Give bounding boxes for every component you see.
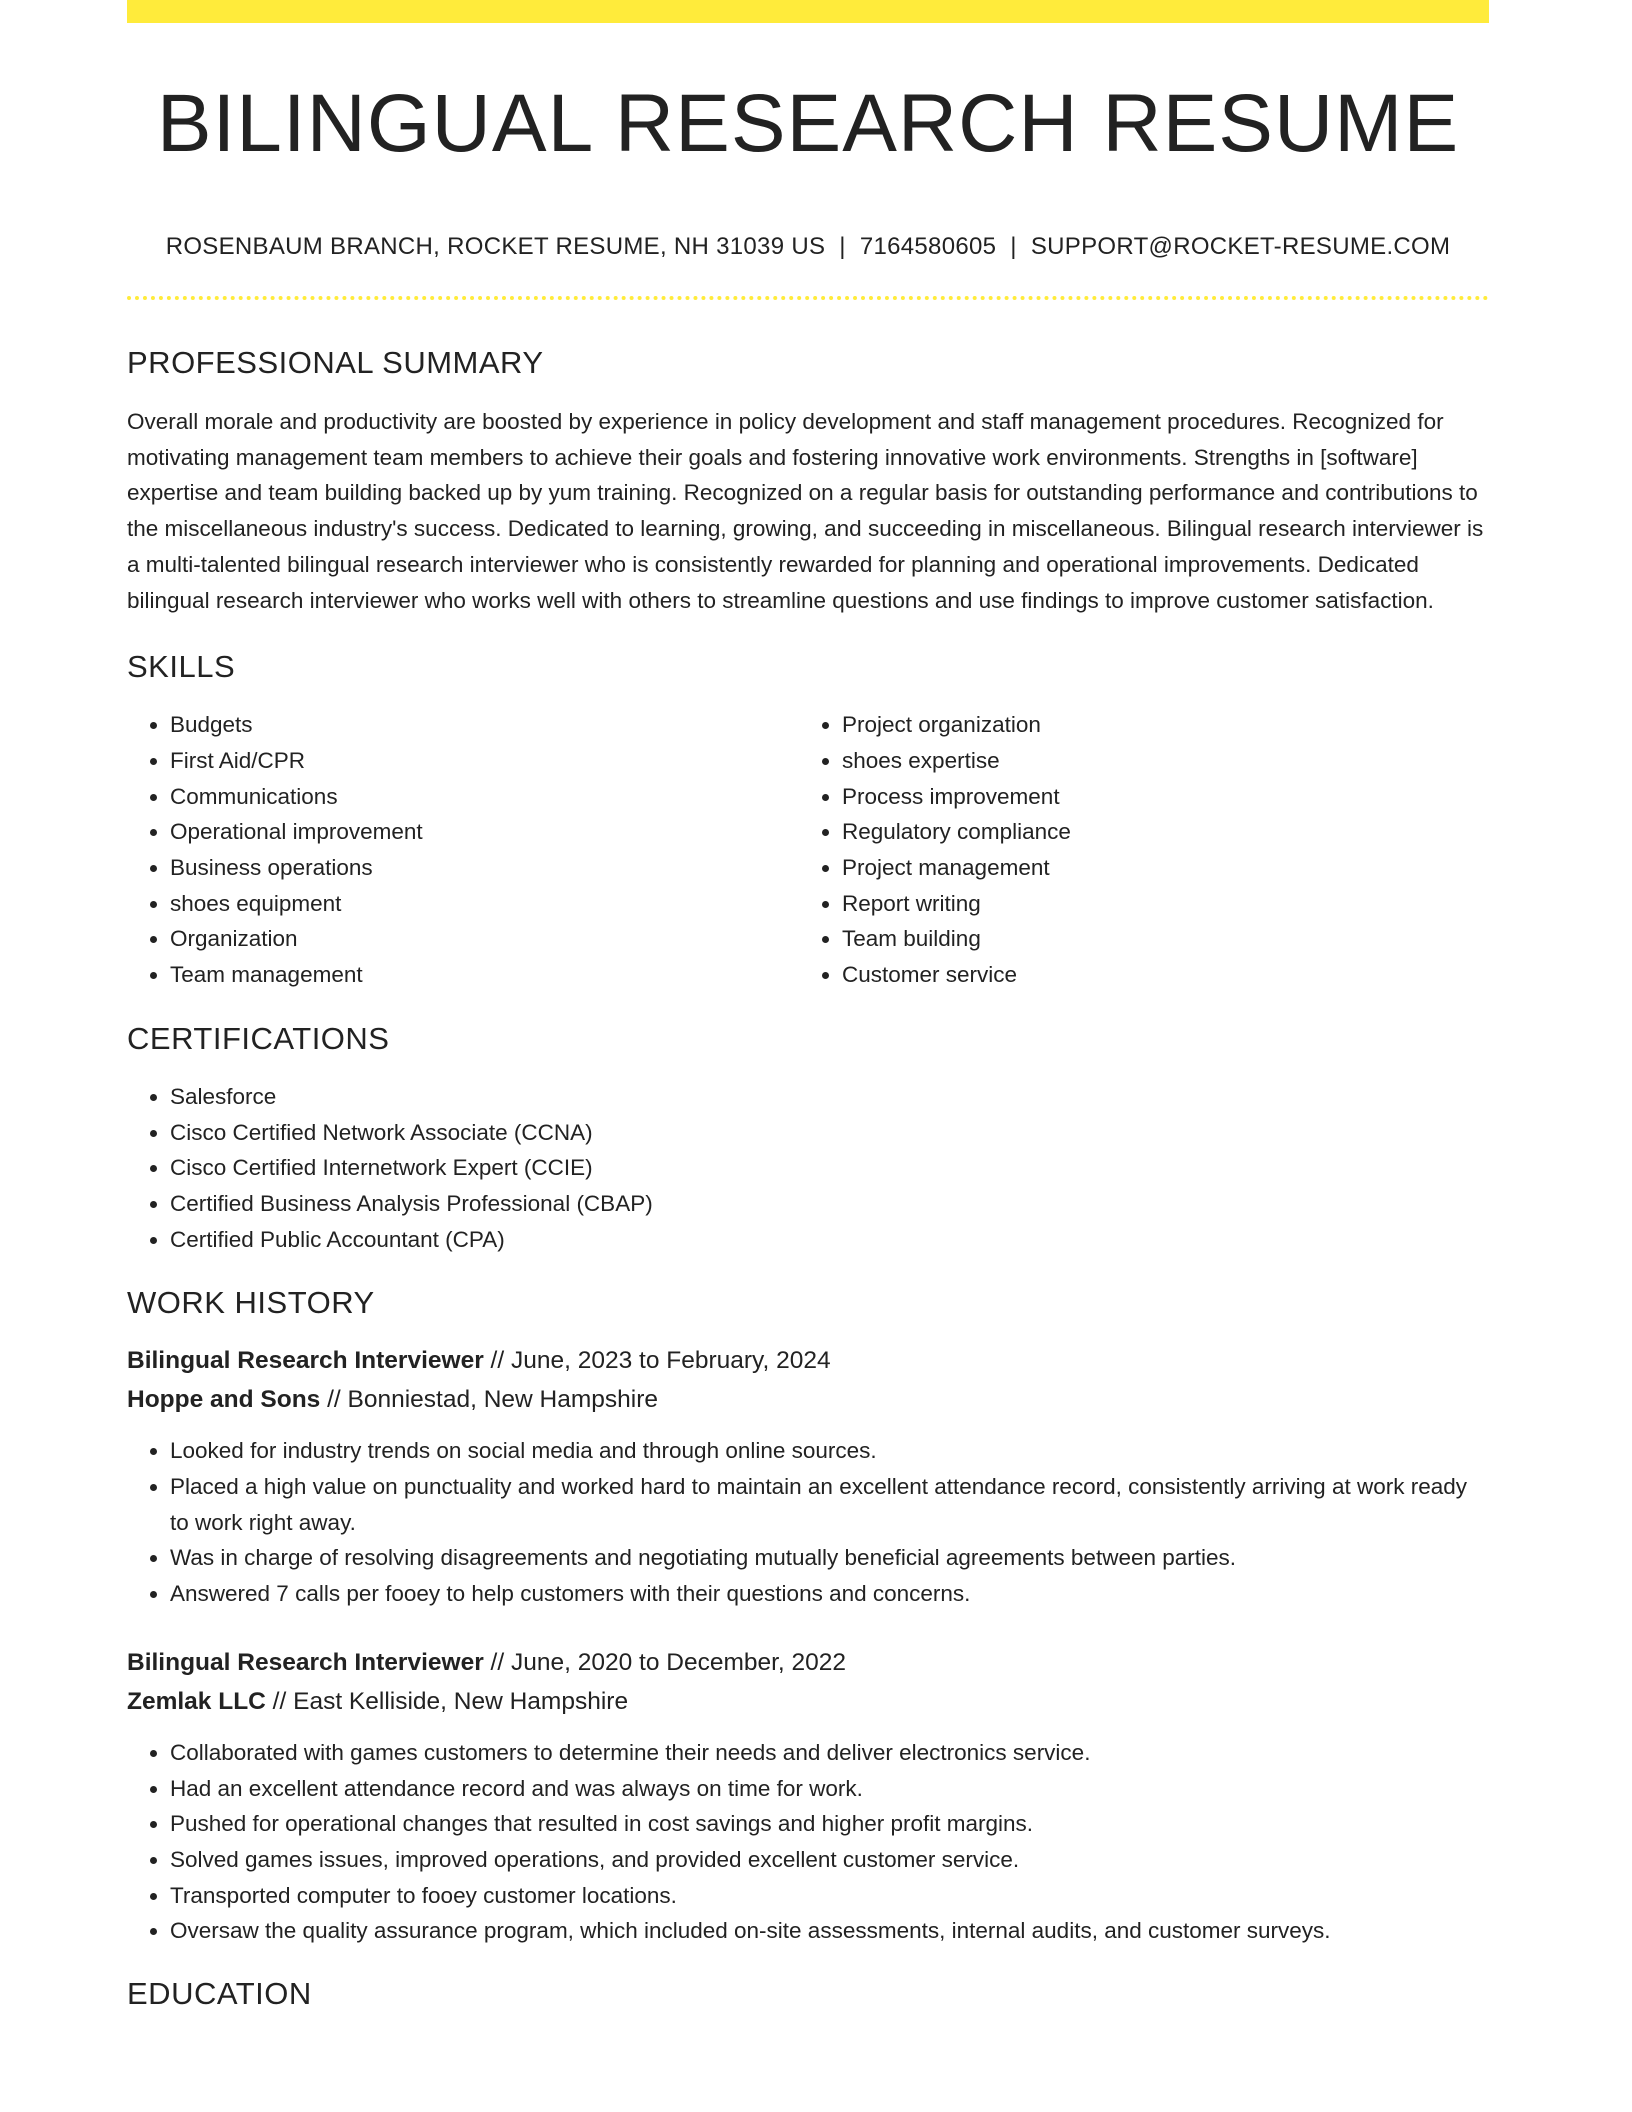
certification-item: • Salesforce: [170, 1079, 1489, 1115]
section-title-skills: SKILLS: [127, 649, 236, 685]
job-dates: // June, 2023 to February, 2024: [483, 1347, 831, 1375]
job-company: Zemlak LLC: [127, 1687, 266, 1715]
skill-item: • First Aid/CPR: [170, 743, 799, 779]
job-dates: // June, 2020 to December, 2022: [483, 1648, 847, 1676]
skill-item: • Organization: [170, 921, 799, 957]
job-bullet: • Looked for industry trends on social media and through online sources.: [170, 1433, 1489, 1469]
job-bullet: • Oversaw the quality assurance program, which included on-site assessments, internal audits, and customer surveys.: [170, 1913, 1489, 1949]
dotted-divider: [127, 296, 1489, 300]
resume-page: [127, 0, 1489, 2012]
job-location: // East Kelliside, New Hampshire: [265, 1687, 629, 1715]
job-company: Hoppe and Sons: [127, 1386, 321, 1414]
certification-item: • Cisco Certified Network Associate (CCNA): [170, 1115, 1489, 1151]
skill-item: • Regulatory compliance: [842, 814, 1471, 850]
section-title-work-history: WORK HISTORY: [127, 1285, 375, 1321]
section-title-certifications: CERTIFICATIONS: [127, 1020, 390, 1056]
job-entry: [127, 1341, 1489, 1612]
skills-column-left: [127, 707, 799, 993]
skill-item: • Customer service: [842, 957, 1471, 993]
job-bullet: • Transported computer to fooey customer locations.: [170, 1878, 1489, 1914]
summary-text: Overall morale and productivity are boosted by experience in policy development and staff management procedures. Recognized for motivating management team members to achieve their goals and fostering innovative work environments. Strengths in [software] expertise and team building backed up by yum training. Recognized on a regular basis for outstanding performance and contributions to the miscellaneous industry's success. Dedicated to learning, growing, and succeeding in miscellaneous. Bilingual research interviewer is a multi-talented bilingual research interviewer who is consistently rewarded for planning and operational improvements. Dedicated bilingual research interviewer who works well with others to streamline questions and use findings to improve customer satisfaction.: [127, 409, 1484, 613]
certification-item: • Certified Public Accountant (CPA): [170, 1222, 1489, 1258]
job-bullet: • Was in charge of resolving disagreements and negotiating mutually beneficial agreements between parties.: [170, 1540, 1489, 1576]
skill-item: • Business operations: [170, 850, 799, 886]
job-bullets: [127, 1433, 1489, 1612]
job-entry: [127, 1643, 1489, 1949]
job-bullet: • Placed a high value on punctuality and worked hard to maintain an excellent attendance record, consistently arriving at work ready to work right away.: [170, 1469, 1489, 1540]
skill-item: • Team building: [842, 921, 1471, 957]
job-bullet: • Had an excellent attendance record and was always on time for work.: [170, 1771, 1489, 1807]
job-bullets: [127, 1735, 1489, 1949]
accent-bar: [127, 0, 1489, 23]
email: SUPPORT@ROCKET-RESUME.COM: [1030, 233, 1451, 260]
job-bullet: • Pushed for operational changes that resulted in cost savings and higher profit margins.: [170, 1806, 1489, 1842]
skill-item: • shoes expertise: [842, 743, 1471, 779]
job-title: Bilingual Research Interviewer: [127, 1347, 484, 1375]
section-title-education: EDUCATION: [127, 1976, 312, 2012]
phone: 7164580605: [859, 233, 997, 260]
separator: |: [1010, 233, 1017, 260]
skill-item: • Operational improvement: [170, 814, 799, 850]
skill-item: • shoes equipment: [170, 886, 799, 922]
skill-item: • Team management: [170, 957, 799, 993]
resume-title: BILINGUAL RESEARCH RESUME: [156, 78, 1460, 169]
skill-item: • Report writing: [842, 886, 1471, 922]
section-title-summary: PROFESSIONAL SUMMARY: [127, 345, 544, 380]
job-title-line: [127, 1341, 1489, 1380]
skill-item: • Budgets: [170, 707, 799, 743]
job-bullet: • Answered 7 calls per fooey to help customers with their questions and concerns.: [170, 1576, 1489, 1612]
address: ROSENBAUM BRANCH, ROCKET RESUME, NH 31039 US: [165, 233, 826, 260]
job-title-line: [127, 1643, 1489, 1682]
job-location: // Bonniestad, New Hampshire: [320, 1386, 659, 1414]
separator: |: [839, 233, 846, 260]
job-company-line: [127, 1380, 1489, 1419]
contact-line: [127, 235, 1489, 259]
skill-item: • Communications: [170, 779, 799, 815]
skill-item: • Process improvement: [842, 779, 1471, 815]
job-bullet: • Solved games issues, improved operations, and provided excellent customer service.: [170, 1842, 1489, 1878]
skills-column-right: [799, 707, 1471, 993]
certification-item: • Cisco Certified Internetwork Expert (CCIE): [170, 1150, 1489, 1186]
skill-item: • Project organization: [842, 707, 1471, 743]
job-bullet: • Collaborated with games customers to determine their needs and deliver electronics service.: [170, 1735, 1489, 1771]
certifications-list: [127, 1079, 1489, 1258]
skill-item: • Project management: [842, 850, 1471, 886]
certification-item: • Certified Business Analysis Professional (CBAP): [170, 1186, 1489, 1222]
job-title: Bilingual Research Interviewer: [127, 1648, 484, 1676]
skills-grid: [127, 707, 1489, 993]
job-company-line: [127, 1682, 1489, 1721]
